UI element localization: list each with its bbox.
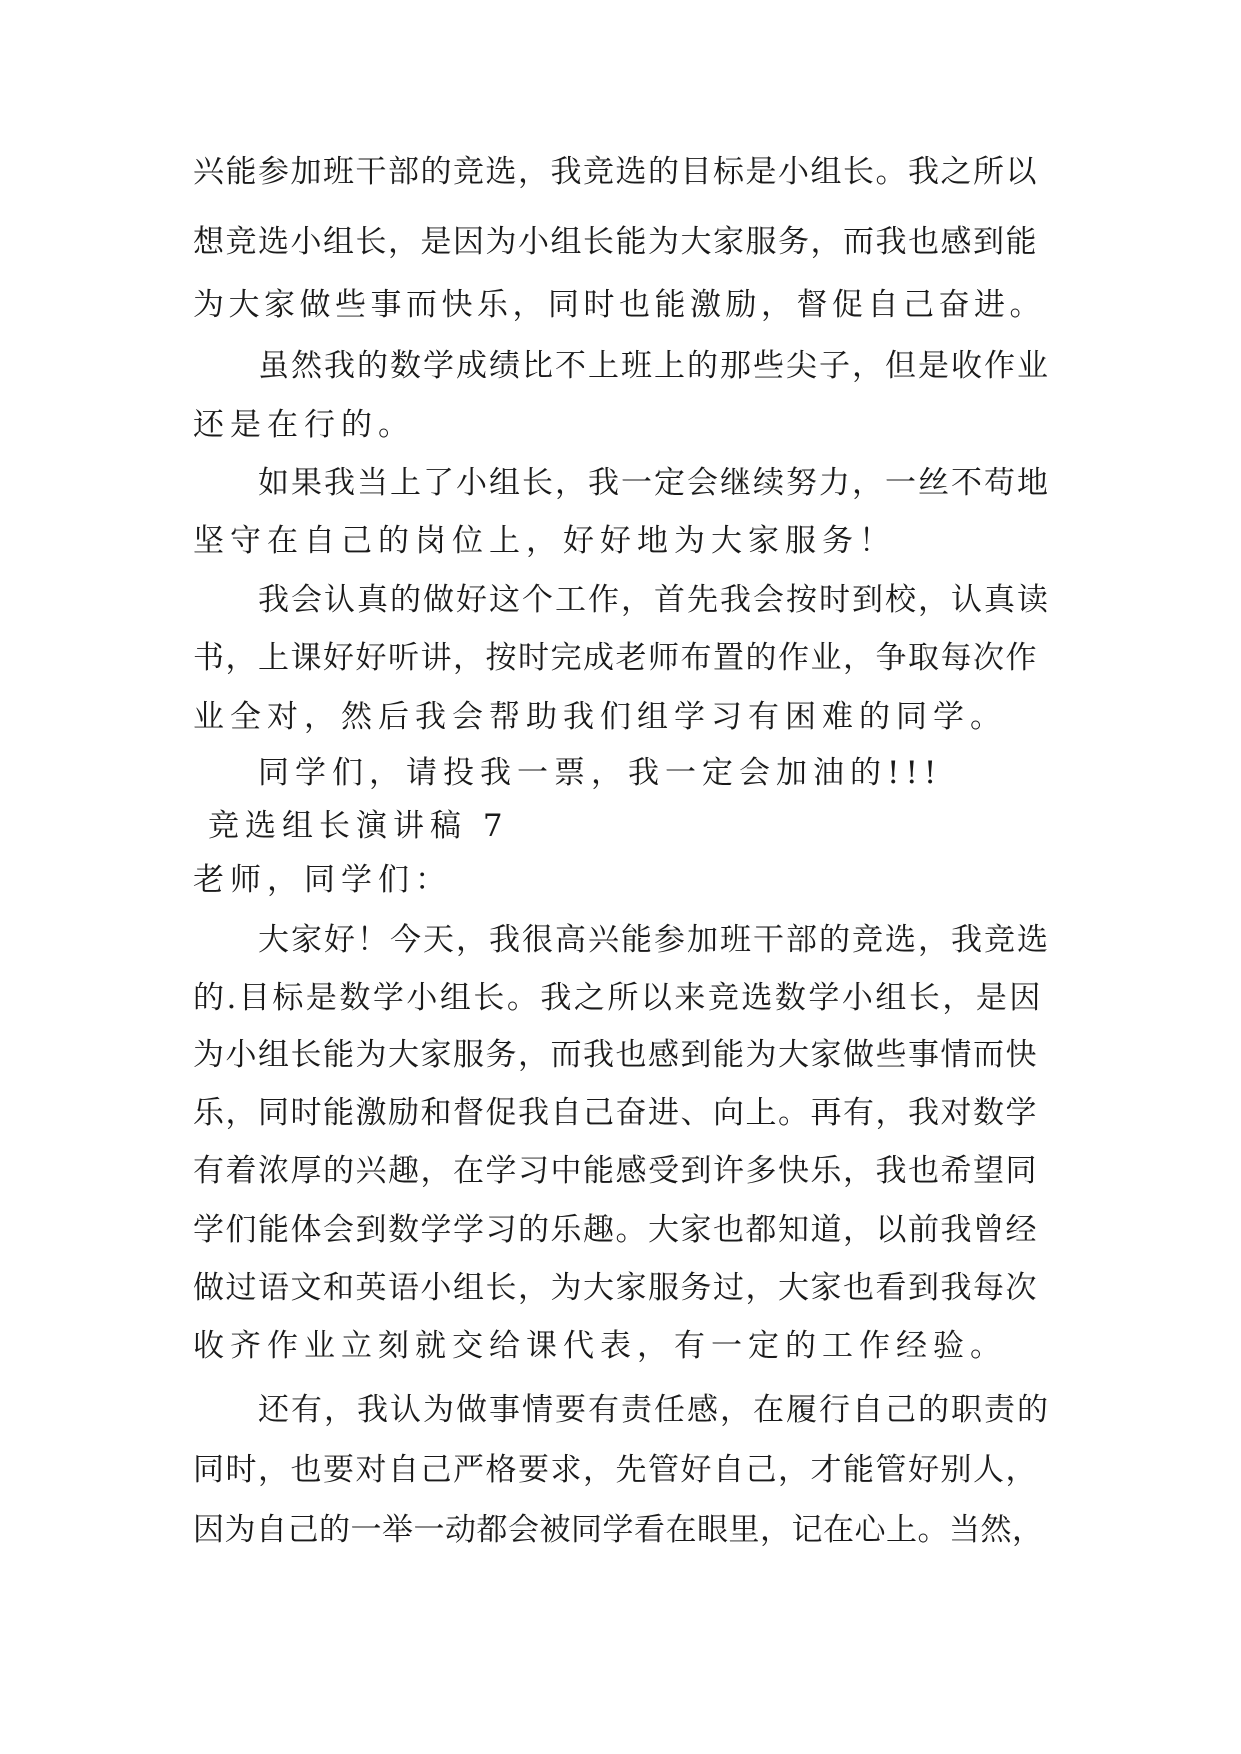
text-line: 想竞选小组长，是因为小组长能为大家服务，而我也感到能 (193, 224, 1038, 260)
text-line: 如果我当上了小组长，我一定会继续努力，一丝不苟地 (258, 465, 1050, 501)
text-line: 兴能参加班干部的竞选，我竞选的目标是小组长。我之所以 (193, 154, 1038, 190)
text-line: 为大家做些事而快乐，同时也能激励，督促自己奋进。 (193, 287, 1045, 323)
text-line: 大家好！今天，我很高兴能参加班干部的竞选，我竞选 (258, 922, 1050, 958)
text-line: 收齐作业立刻就交给课代表，有一定的工作经验。 (193, 1328, 1007, 1364)
text-line: 坚守在自己的岗位上，好好地为大家服务！ (193, 523, 896, 559)
text-line: 为小组长能为大家服务，而我也感到能为大家做些事情而快 (193, 1037, 1038, 1073)
text-line: 的.目标是数学小组长。我之所以来竞选数学小组长，是因 (193, 980, 1043, 1016)
section-heading: 竞选组长演讲稿 7 (208, 808, 509, 844)
text-line: 业全对，然后我会帮助我们组学习有困难的同学。 (193, 699, 1007, 735)
text-line: 同时，也要对自己严格要求，先管好自己，才能管好别人， (193, 1452, 1038, 1488)
text-line: 同学们，请投我一票，我一定会加油的!!! (258, 755, 943, 791)
text-line: 还有，我认为做事情要有责任感，在履行自己的职责的 (258, 1392, 1050, 1428)
text-line: 有着浓厚的兴趣，在学习中能感受到许多快乐，我也希望同 (193, 1153, 1038, 1189)
text-line: 学们能体会到数学学习的乐趣。大家也都知道，以前我曾经 (193, 1212, 1038, 1248)
text-line: 因为自己的一举一动都会被同学看在眼里，记在心上。当然， (193, 1512, 1044, 1548)
text-line: 书，上课好好听讲，按时完成老师布置的作业，争取每次作 (193, 640, 1038, 676)
salutation: 老师，同学们： (193, 862, 452, 898)
text-line: 乐，同时能激励和督促我自己奋进、向上。再有，我对数学 (193, 1095, 1038, 1131)
text-line: 做过语文和英语小组长，为大家服务过，大家也看到我每次 (193, 1270, 1038, 1306)
text-line: 还是在行的。 (193, 407, 415, 443)
text-line: 虽然我的数学成绩比不上班上的那些尖子，但是收作业 (258, 348, 1050, 384)
text-line: 我会认真的做好这个工作，首先我会按时到校，认真读 (258, 582, 1050, 618)
